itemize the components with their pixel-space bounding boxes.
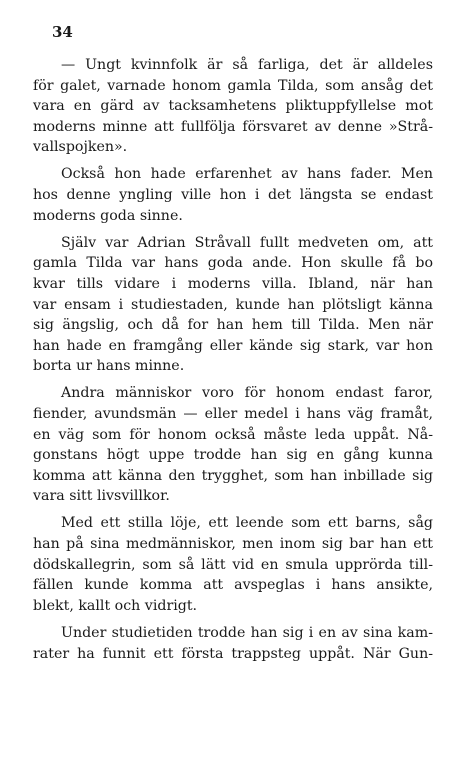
- text-line: fiender, avundsmän — eller medel i hans väg framåt,: [33, 406, 433, 422]
- text-line: kvar tills vidare i moderns villa. Ibland, när han: [33, 275, 433, 292]
- text-line: gonstans högt uppe trodde han sig en gång kunna: [33, 447, 433, 464]
- paragraph-4: [33, 383, 433, 507]
- text-line: Också hon hade erfarenhet av hans fader. Men: [61, 166, 433, 183]
- body-text: [33, 55, 433, 664]
- text-line: moderns goda sinne.: [33, 207, 183, 224]
- text-line: moderns minne att fullfölja försvaret av denne »Strå-: [33, 118, 433, 135]
- text-line: blekt, kallt och vidrigt.: [33, 597, 198, 614]
- text-line: rater ha funnit ett första trappsteg uppåt. När Gun-: [33, 645, 433, 662]
- text-line: för galet, varnade honom gamla Tilda, som ansåg det: [33, 77, 433, 94]
- text-line: sig ängslig, och då for han hem till Tilda. Men när: [33, 317, 433, 334]
- text-line: vallspojken».: [33, 139, 128, 156]
- paragraph-1: [33, 55, 433, 158]
- text-line: Själv var Adrian Stråvall fullt medveten om, att: [61, 234, 433, 251]
- paragraph-5: [33, 513, 433, 616]
- text-line: dödskallegrin, som så lätt vid en smula upprörda till-: [33, 556, 433, 573]
- page-number: 34: [52, 23, 73, 41]
- paragraph-2: [33, 164, 433, 226]
- text-line: gamla Tilda var hans goda ande. Hon skulle få bo: [33, 255, 433, 272]
- text-line: borta ur hans minne.: [33, 358, 185, 375]
- text-line: hos denne yngling ville hon i det längsta se endast: [33, 187, 433, 204]
- paragraph-3: [33, 233, 433, 377]
- text-line: var ensam i studiestaden, kunde han plötsligt känna: [33, 296, 433, 313]
- text-line: vara en gärd av tacksamhetens pliktuppfyllelse mot: [33, 98, 433, 115]
- text-line: vara sitt livsvillkor.: [33, 488, 170, 505]
- paragraph-6: [33, 623, 433, 664]
- text-line: han på sina medmänniskor, men inom sig bar han ett: [33, 536, 433, 553]
- text-line: Med ett stilla löje, ett leende som ett barns, såg: [61, 515, 433, 532]
- text-line: han hade en framgång eller kände sig stark, var hon: [33, 337, 433, 354]
- text-line: komma att känna den trygghet, som han inbillade sig: [33, 467, 433, 484]
- text-line: — Ungt kvinnfolk är så farliga, det är alldeles: [61, 57, 433, 73]
- text-line: Andra människor voro för honom endast faror,: [61, 385, 433, 402]
- text-line: fällen kunde komma att avspeglas i hans ansikte,: [33, 577, 433, 594]
- text-line: en väg som för honom också måste leda uppåt. Nå-: [33, 426, 433, 443]
- text-line: Under studietiden trodde han sig i en av sina kam-: [61, 624, 433, 641]
